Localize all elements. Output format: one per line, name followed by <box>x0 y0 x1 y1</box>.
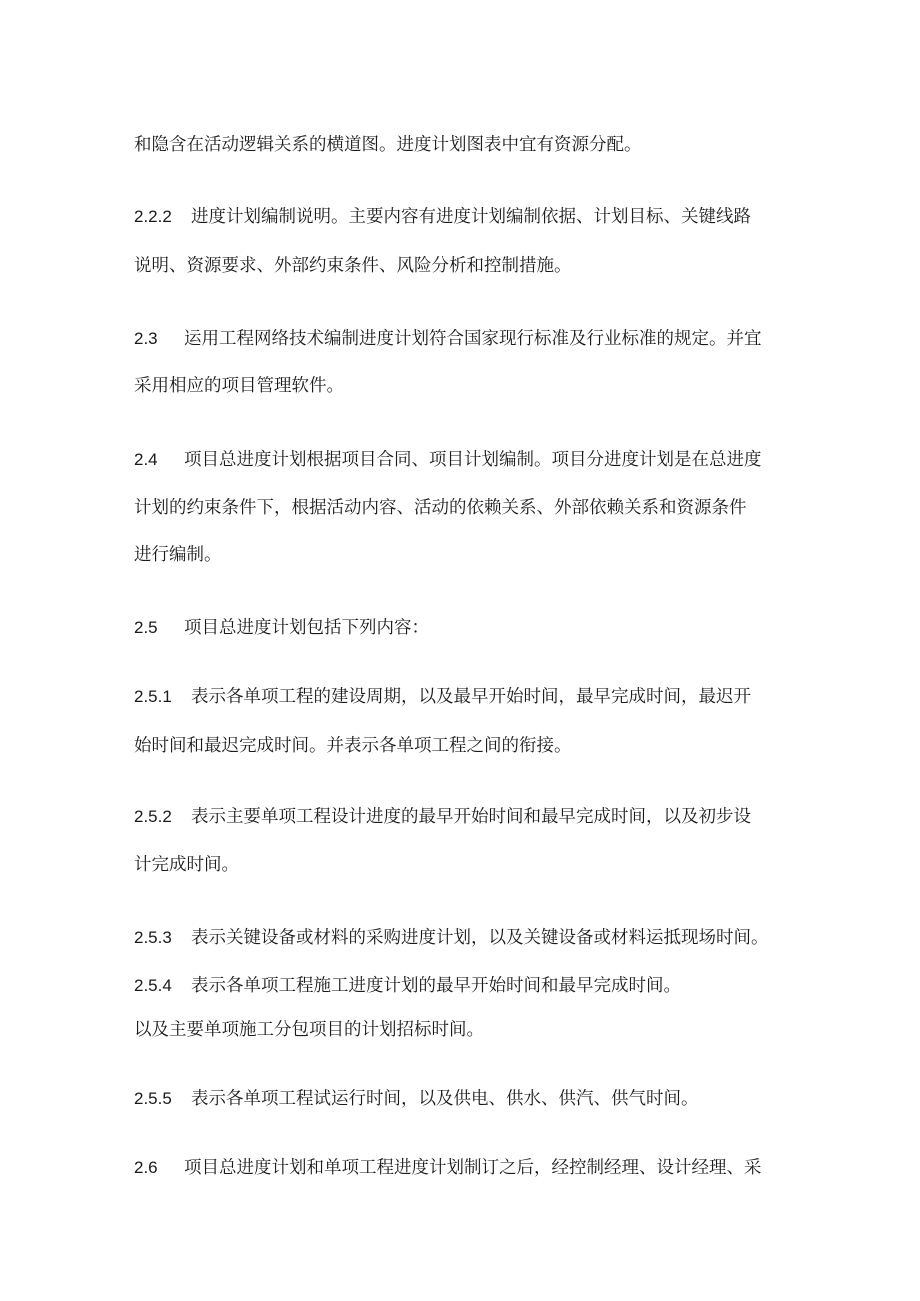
section-number: 2.6 <box>134 1158 158 1177</box>
paragraph-line <box>134 205 751 229</box>
paragraph-line <box>134 327 762 351</box>
paragraph-line <box>134 616 429 640</box>
paragraph-text: 始时间和最迟完成时间。并表示各单项工程之间的衔接。 <box>134 736 572 756</box>
paragraph-line <box>134 926 769 950</box>
paragraph-text: 计划的约束条件下，根据活动内容、活动的依赖关系、外部依赖关系和资源条件 <box>134 498 747 518</box>
paragraph-text: 表示关键设备或材料的采购进度计划，以及关键设备或材料运抵现场时间。 <box>191 928 769 948</box>
paragraph-text: 项目总进度计划和单项工程进度计划制订之后，经控制经理、设计经理、采 <box>184 1158 762 1178</box>
paragraph-text: 进度计划编制说明。主要内容有进度计划编制依据、计划目标、关键线路 <box>191 207 751 227</box>
section-number: 2.5.5 <box>134 1089 172 1108</box>
paragraph-line <box>134 374 344 398</box>
paragraph-text: 项目总进度计划根据项目合同、项目计划编制。项目分进度计划是在总进度 <box>184 450 762 470</box>
paragraph-text: 表示各单项工程施工进度计划的最早开始时间和最早完成时间。 <box>191 976 681 996</box>
paragraph-text: 计完成时间。 <box>134 855 239 875</box>
paragraph-line <box>134 543 222 567</box>
paragraph-text: 表示主要单项工程设计进度的最早开始时间和最早完成时间，以及初步设 <box>191 807 751 827</box>
paragraph-line <box>134 1018 484 1042</box>
section-number: 2.5.1 <box>134 687 172 706</box>
section-number: 2.4 <box>134 450 158 469</box>
paragraph-line <box>134 496 747 520</box>
paragraph-text: 和隐含在活动逻辑关系的横道图。进度计划图表中宜有资源分配。 <box>134 135 642 155</box>
section-number: 2.5.4 <box>134 976 172 995</box>
paragraph-line <box>134 133 642 157</box>
paragraph-text: 表示各单项工程的建设周期，以及最早开始时间，最早完成时间，最迟开 <box>191 687 751 707</box>
paragraph-line <box>134 254 572 278</box>
paragraph-text: 采用相应的项目管理软件。 <box>134 376 344 396</box>
paragraph-line <box>134 805 751 829</box>
section-number: 2.5 <box>134 618 158 637</box>
paragraph-line <box>134 853 239 877</box>
section-number: 2.2.2 <box>134 207 172 226</box>
paragraph-line <box>134 448 762 472</box>
paragraph-text: 项目总进度计划包括下列内容： <box>184 618 429 638</box>
paragraph-text: 进行编制。 <box>134 545 222 565</box>
paragraph-line <box>134 734 572 758</box>
paragraph-text: 以及主要单项施工分包项目的计划招标时间。 <box>134 1020 484 1040</box>
section-number: 2.5.2 <box>134 807 172 826</box>
section-number: 2.3 <box>134 329 158 348</box>
paragraph-text: 运用工程网络技术编制进度计划符合国家现行标准及行业标准的规定。并宜 <box>184 329 762 349</box>
paragraph-text: 说明、资源要求、外部约束条件、风险分析和控制措施。 <box>134 256 572 276</box>
paragraph-text: 表示各单项工程试运行时间，以及供电、供水、供汽、供气时间。 <box>191 1089 699 1109</box>
paragraph-line <box>134 974 681 998</box>
paragraph-line <box>134 685 751 709</box>
section-number: 2.5.3 <box>134 928 172 947</box>
paragraph-line <box>134 1156 762 1180</box>
paragraph-line <box>134 1087 699 1111</box>
